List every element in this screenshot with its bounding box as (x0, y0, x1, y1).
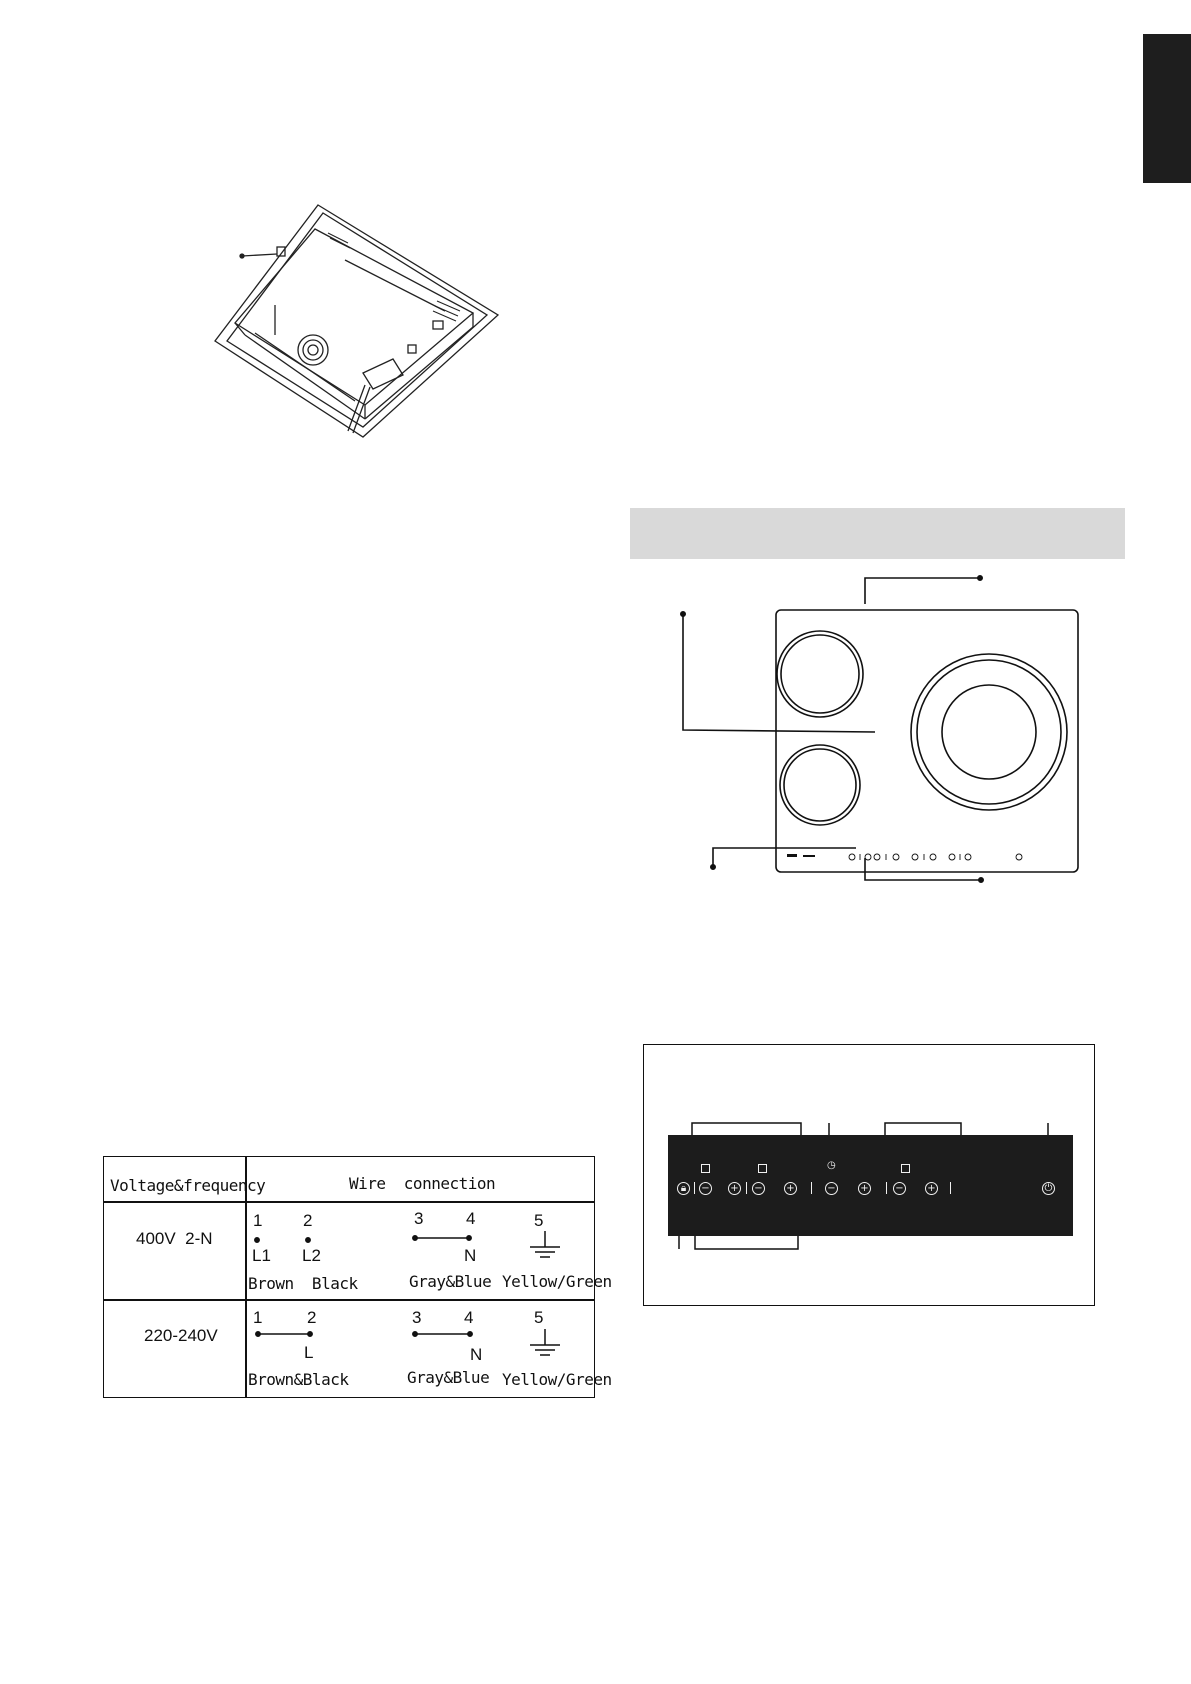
section-tab (1143, 34, 1191, 183)
minus-icon: − (701, 1183, 710, 1194)
lock-button[interactable] (677, 1182, 690, 1195)
terminal-number: 4 (466, 1209, 476, 1228)
zone3-minus-button[interactable] (893, 1182, 906, 1195)
minus-icon: − (827, 1183, 836, 1194)
minus-icon: − (895, 1183, 904, 1194)
minus-icon: − (754, 1183, 763, 1194)
terminal-label: L1 (252, 1246, 271, 1265)
power-button[interactable] (1042, 1182, 1055, 1195)
zone-front-left-icon (701, 1164, 710, 1173)
terminal-number: 3 (412, 1308, 422, 1327)
separator (811, 1182, 812, 1194)
header-voltage-frequency: Voltage&frequency (110, 1176, 266, 1195)
wire-color: Gray&Blue (409, 1272, 492, 1291)
separator (886, 1182, 887, 1194)
row-voltage: 220-240V (144, 1326, 218, 1345)
terminal-number: 3 (414, 1209, 424, 1228)
plus-icon: + (786, 1183, 795, 1194)
cooktop-underside-illustration (215, 205, 525, 445)
terminal-label: L (304, 1343, 314, 1362)
power-icon: ⏻ (1044, 1183, 1053, 1194)
terminal-number: 1 (253, 1308, 263, 1327)
section-heading-bar (630, 508, 1125, 559)
wiring-connection-table (103, 1156, 612, 1398)
zone1-minus-button[interactable] (699, 1182, 712, 1195)
row-voltage: 400V 2-N (136, 1229, 213, 1248)
wire-color: Yellow/Green (502, 1272, 612, 1291)
terminal-number: 2 (307, 1308, 317, 1327)
terminal-number: 4 (464, 1308, 474, 1327)
plus-icon: + (860, 1183, 869, 1194)
zone3-plus-button[interactable] (925, 1182, 938, 1195)
timer-minus-button[interactable] (825, 1182, 838, 1195)
plus-icon: + (927, 1183, 936, 1194)
zone-right-icon (901, 1164, 910, 1173)
header-wire-connection: Wire connection (349, 1174, 496, 1193)
terminal-number: 5 (534, 1211, 544, 1230)
touch-control-panel (668, 1135, 1073, 1236)
zone-rear-left-icon (758, 1164, 767, 1173)
separator (746, 1182, 747, 1194)
timer-icon: ◷ (827, 1160, 836, 1171)
terminal-label: N (464, 1246, 477, 1265)
zone2-plus-button[interactable] (784, 1182, 797, 1195)
lock-icon: 🔒︎ (680, 1183, 687, 1194)
timer-plus-button[interactable] (858, 1182, 871, 1195)
terminal-label: L2 (302, 1246, 321, 1265)
plus-icon: + (730, 1183, 739, 1194)
hob-top-view-diagram (672, 570, 1092, 900)
separator (950, 1182, 951, 1194)
terminal-number: 1 (253, 1211, 263, 1230)
terminal-number: 2 (303, 1211, 313, 1230)
zone1-plus-button[interactable] (728, 1182, 741, 1195)
terminal-label: N (470, 1345, 483, 1364)
wire-color: Yellow/Green (502, 1370, 612, 1389)
wire-color: Gray&Blue (407, 1368, 490, 1387)
wire-color: Brown&Black (248, 1370, 349, 1389)
terminal-number: 5 (534, 1308, 544, 1327)
terminal-diagram-graphics (104, 1157, 596, 1399)
wire-color: Brown Black (248, 1274, 358, 1293)
separator (694, 1182, 695, 1194)
zone2-minus-button[interactable] (752, 1182, 765, 1195)
